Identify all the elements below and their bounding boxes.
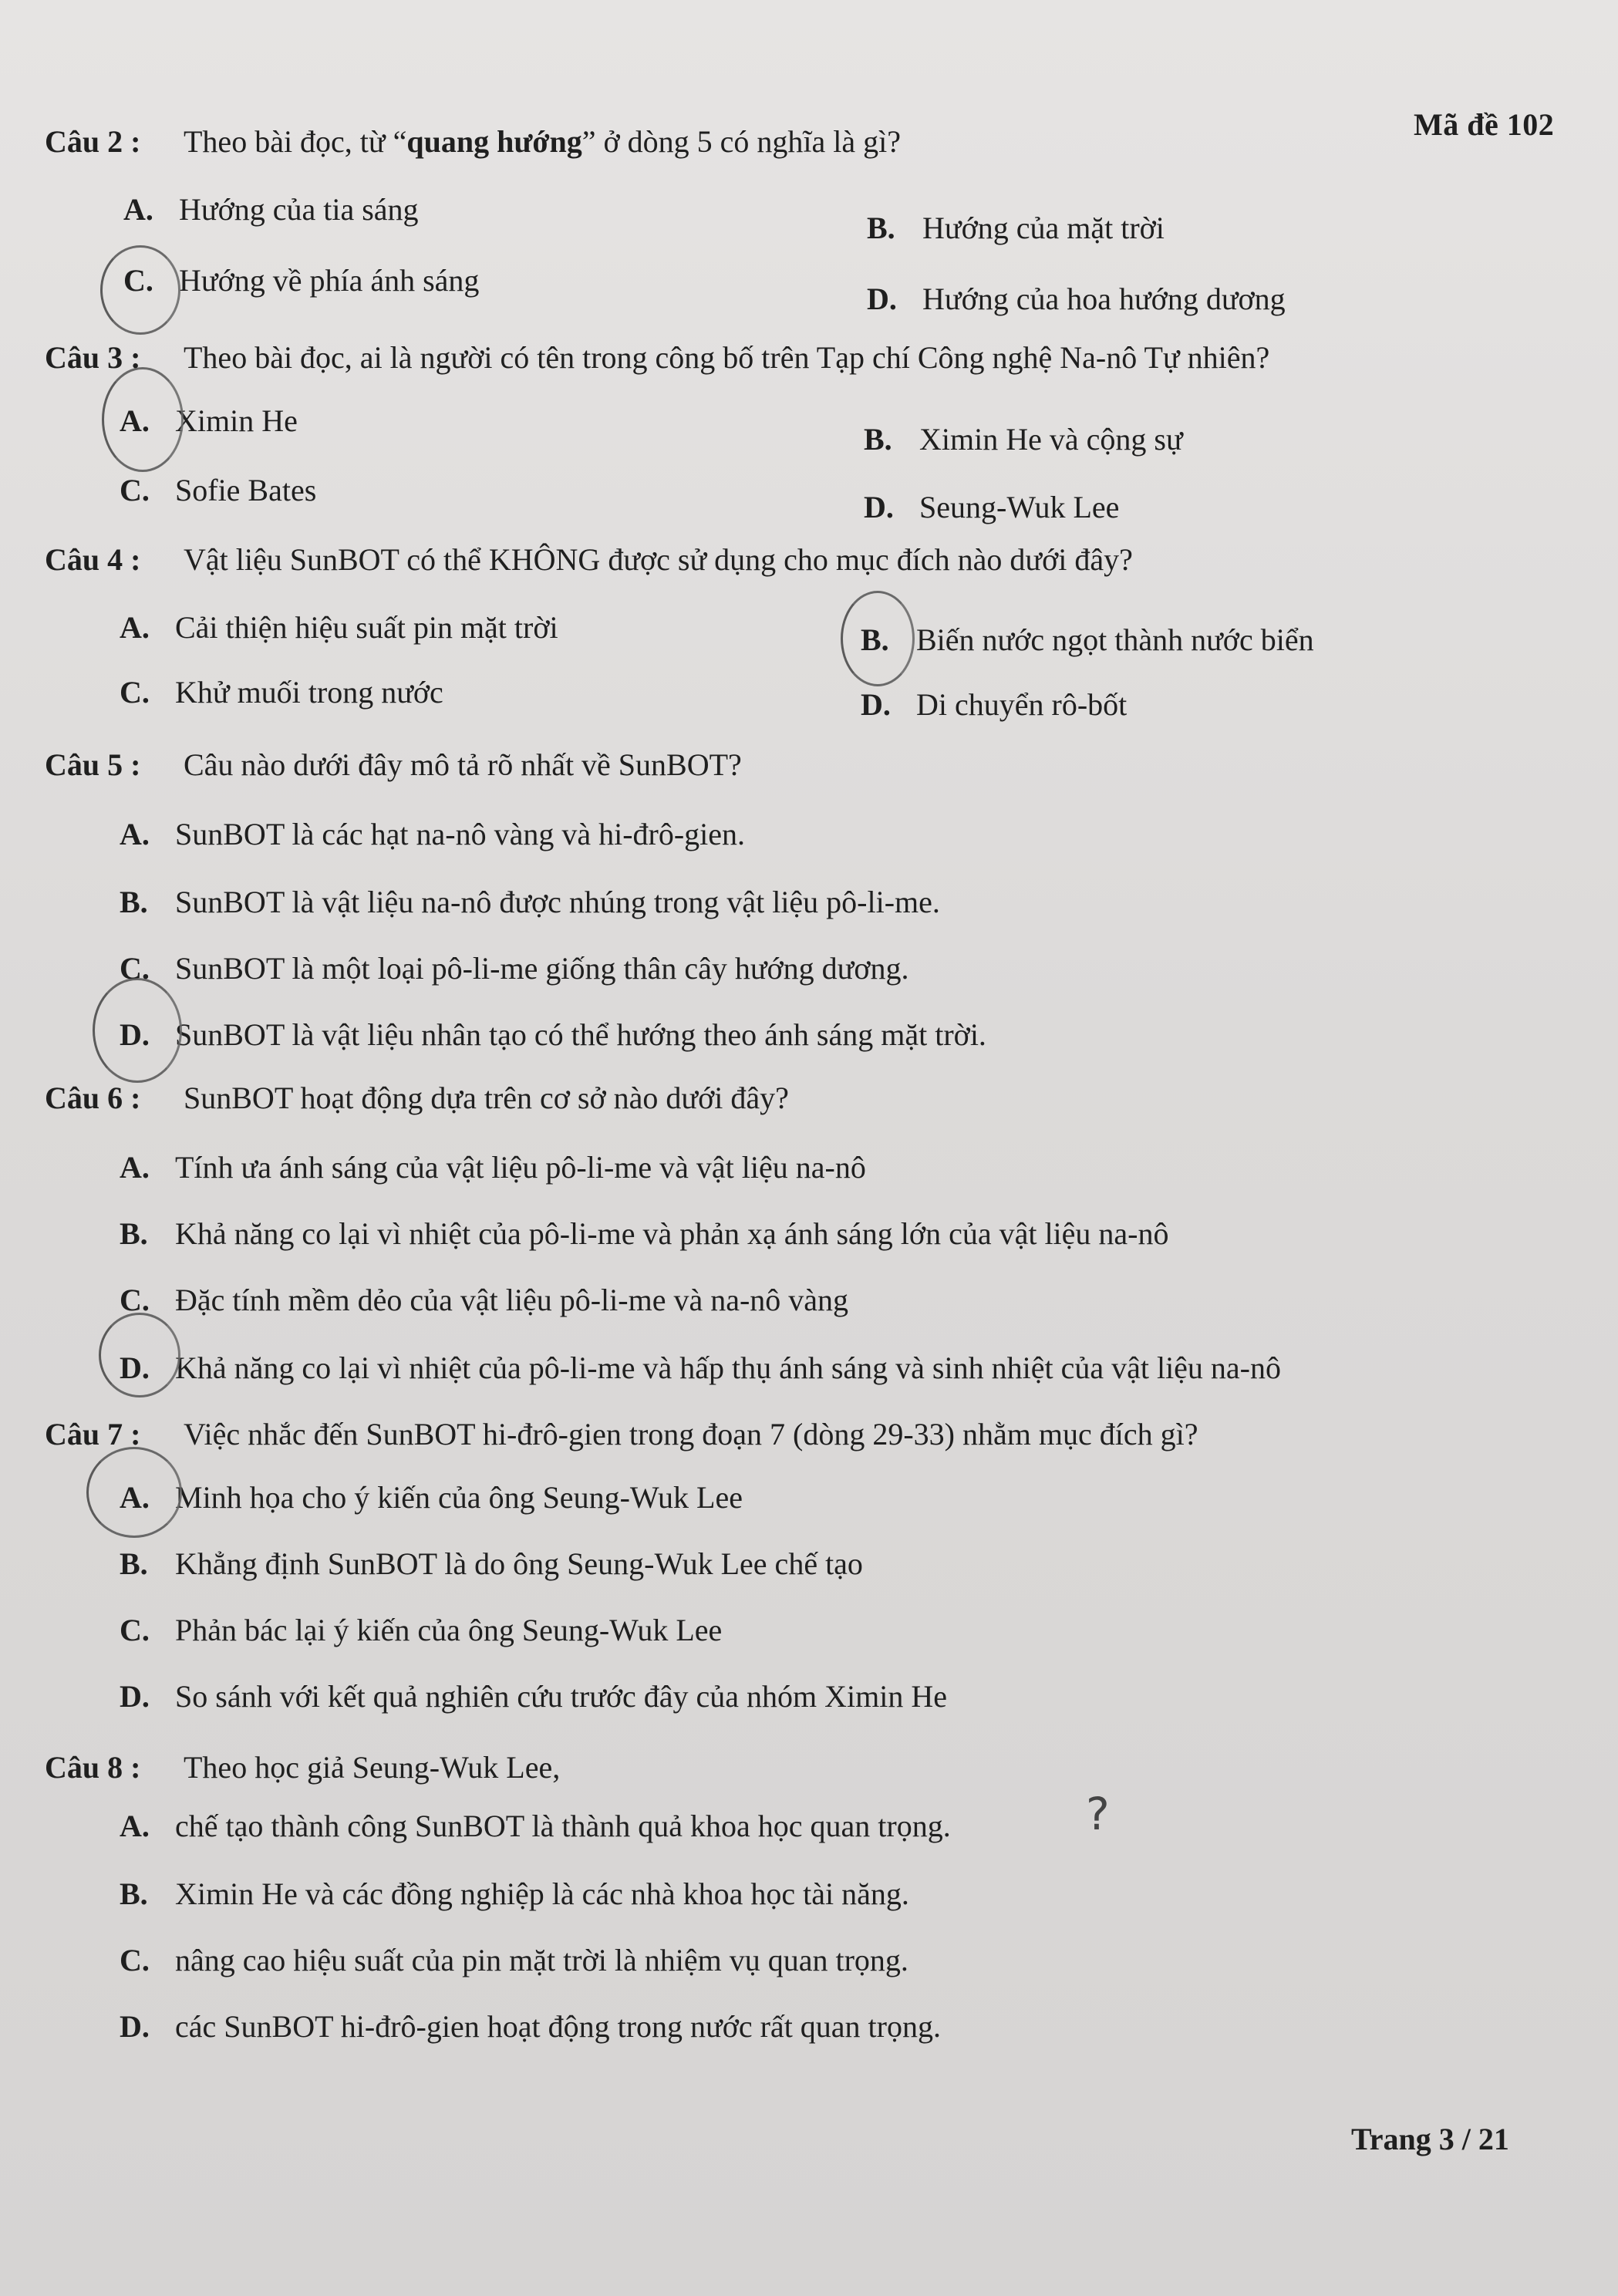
answer-circle-mark [93,978,182,1083]
q5-option-b[interactable]: B. SunBOT là vật liệu na-nô được nhúng trong vật liệu pô-li-me. [120,885,940,919]
question-label: Câu 2 : [45,124,141,159]
q3-option-c[interactable]: C. Sofie Bates [120,473,317,507]
answer-circle-mark [99,1313,180,1397]
question-text: Theo bài đọc, từ “quang hướng” ở dòng 5 có nghĩa là gì? [184,124,902,159]
q2-option-c[interactable]: C. Hướng về phía ánh sáng [123,263,480,298]
q6-option-c[interactable]: C. Đặc tính mềm dẻo của vật liệu pô-li-me và na-nô vàng [120,1283,849,1317]
q8-option-d[interactable]: D. các SunBOT hi-đrô-gien hoạt động trong nước rất quan trọng. [120,2009,941,2044]
q3-option-a[interactable]: A. Ximin He [120,403,298,438]
question-3: Câu 3 : Theo bài đọc, ai là người có tên trong công bố trên Tạp chí Công nghệ Na-nô Tự nhiên? [45,340,1270,375]
answer-circle-mark [841,591,915,686]
q7-option-d[interactable]: D. So sánh với kết quả nghiên cứu trước đây của nhóm Ximin He [120,1679,948,1714]
answer-circle-mark [86,1447,182,1538]
q2-option-d[interactable]: D. Hướng của hoa hướng dương [867,282,1286,316]
q3-option-d[interactable]: D. Seung-Wuk Lee [864,490,1120,524]
q7-option-a[interactable]: A. Minh họa cho ý kiến của ông Seung-Wuk Lee [120,1480,743,1515]
q8-option-b[interactable]: B. Ximin He và các đồng nghiệp là các nhà khoa học tài năng. [120,1876,909,1911]
exam-code: Mã đề 102 [1414,107,1555,142]
question-4: Câu 4 : Vật liệu SunBOT có thể KHÔNG được sử dụng cho mục đích nào dưới đây? [45,542,1133,577]
q7-option-c[interactable]: C. Phản bác lại ý kiến của ông Seung-Wuk Lee [120,1613,723,1647]
q2-option-b[interactable]: B. Hướng của mặt trời [867,211,1165,245]
q5-option-a[interactable]: A. SunBOT là các hạt na-nô vàng và hi-đrô-gien. [120,817,746,851]
q7-option-b[interactable]: B. Khẳng định SunBOT là do ông Seung-Wuk Lee chế tạo [120,1546,863,1581]
q8-option-a[interactable]: A. chế tạo thành công SunBOT là thành quả khoa học quan trọng. [120,1809,951,1843]
answer-circle-mark [102,367,184,472]
q6-option-a[interactable]: A. Tính ưa ánh sáng của vật liệu pô-li-me và vật liệu na-nô [120,1150,866,1185]
q2-option-a[interactable]: A. Hướng của tia sáng [123,192,419,227]
q4-option-d[interactable]: D. Di chuyển rô-bốt [861,687,1128,722]
question-6: Câu 6 : SunBOT hoạt động dựa trên cơ sở nào dưới đây? [45,1081,789,1115]
q8-option-c[interactable]: C. nâng cao hiệu suất của pin mặt trời là nhiệm vụ quan trọng. [120,1943,908,1977]
q5-option-d[interactable]: D. SunBOT là vật liệu nhân tạo có thể hướng theo ánh sáng mặt trời. [120,1017,986,1052]
handwritten-question-mark: ? [1086,1788,1110,1840]
question-2 [45,123,901,160]
question-7: Câu 7 : Việc nhắc đến SunBOT hi-đrô-gien trong đoạn 7 (dòng 29-33) nhằm mục đích gì? [45,1417,1198,1451]
page-number: Trang 3 / 21 [1351,2122,1509,2156]
question-8: Câu 8 : Theo học giả Seung-Wuk Lee, [45,1750,561,1785]
q6-option-d[interactable]: D. Khả năng co lại vì nhiệt của pô-li-me và hấp thụ ánh sáng và sinh nhiệt của vật liệu na-nô [120,1350,1282,1385]
question-5: Câu 5 : Câu nào dưới đây mô tả rõ nhất về SunBOT? [45,747,742,782]
q4-option-b[interactable]: B. Biến nước ngọt thành nước biển [861,622,1314,657]
q6-option-b[interactable]: B. Khả năng co lại vì nhiệt của pô-li-me và phản xạ ánh sáng lớn của vật liệu na-nô [120,1216,1169,1251]
q3-option-b[interactable]: B. Ximin He và cộng sự [864,422,1183,457]
q5-option-c[interactable]: C. SunBOT là một loại pô-li-me giống thân cây hướng dương. [120,951,909,986]
q4-option-a[interactable]: A. Cải thiện hiệu suất pin mặt trời [120,610,558,645]
answer-circle-mark [100,245,180,335]
q4-option-c[interactable]: C. Khử muối trong nước [120,675,443,710]
